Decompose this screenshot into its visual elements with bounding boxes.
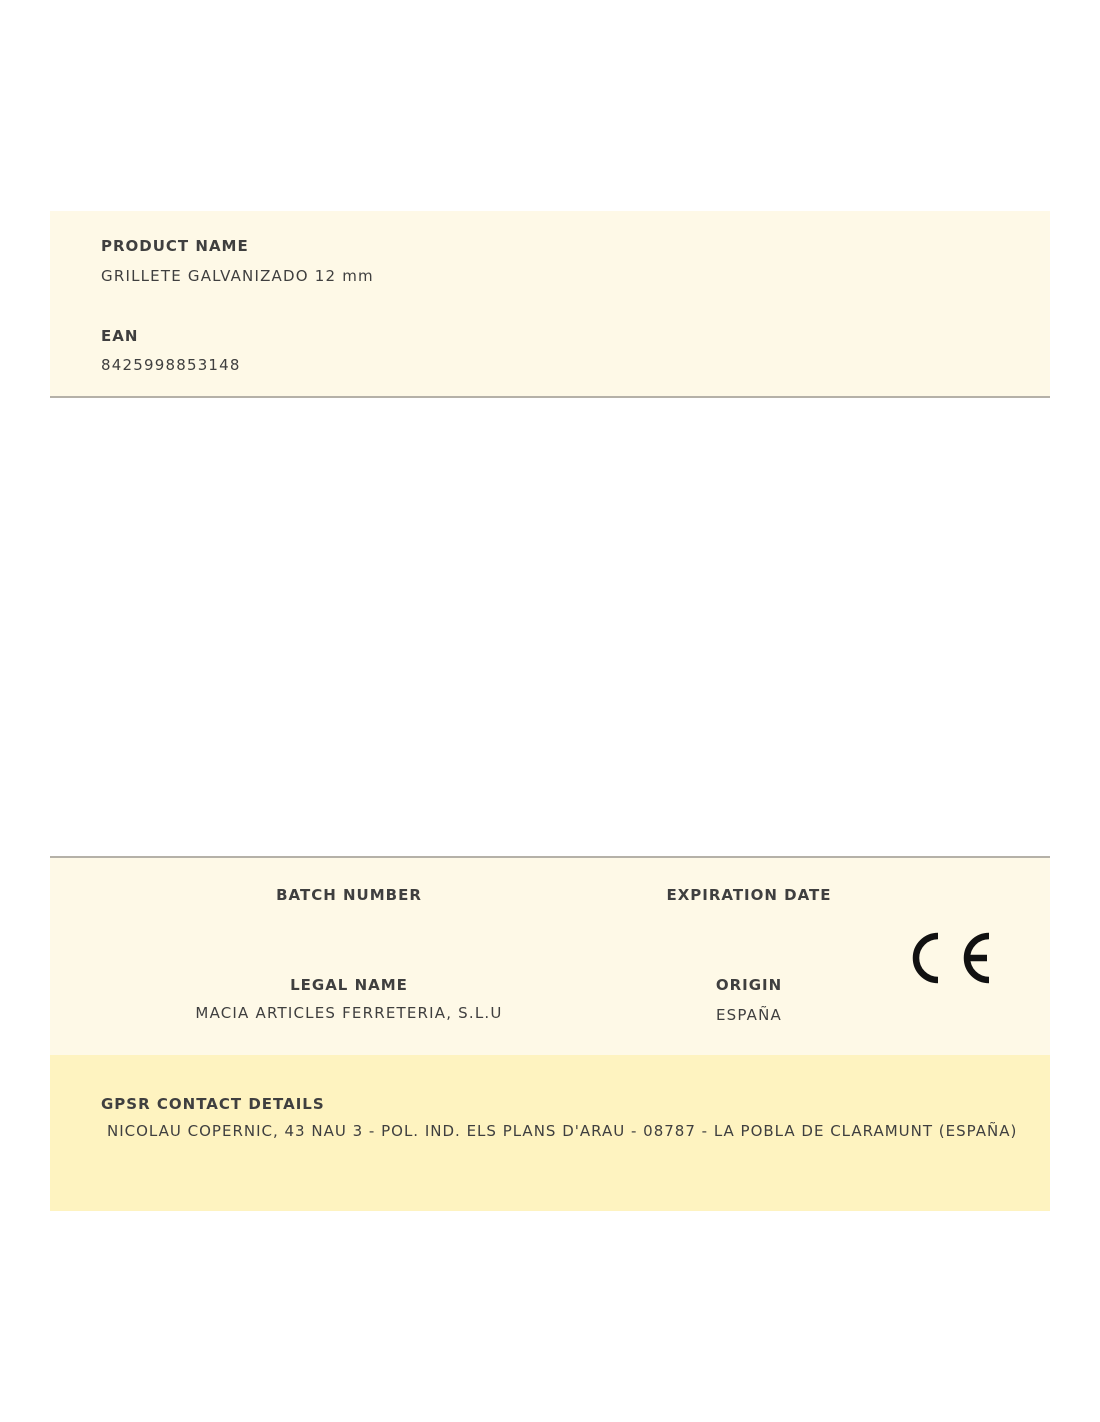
gpsr-contact-value: NICOLAU COPERNIC, 43 NAU 3 - POL. IND. ELS PLANS D'ARAU - 08787 - LA POBLA DE CLARAMUNT (ESPAÑA): [107, 1122, 1018, 1140]
legal-name-label: LEGAL NAME: [290, 976, 408, 994]
gpsr-contact-label: GPSR CONTACT DETAILS: [101, 1095, 325, 1113]
gpsr-panel: [50, 1055, 1050, 1211]
batch-number-label: BATCH NUMBER: [276, 886, 422, 904]
info-panel: [50, 856, 1050, 1057]
ce-mark-icon: [907, 927, 993, 989]
ean-value: 8425998853148: [101, 356, 241, 374]
legal-name-value: MACIA ARTICLES FERRETERIA, S.L.U: [195, 1004, 503, 1022]
product-name-label: PRODUCT NAME: [101, 237, 249, 255]
ean-label: EAN: [101, 327, 139, 345]
product-panel: [50, 211, 1050, 398]
expiration-date-label: EXPIRATION DATE: [666, 886, 832, 904]
product-name-value: GRILLETE GALVANIZADO 12 mm: [101, 267, 374, 285]
origin-value: ESPAÑA: [715, 1006, 783, 1024]
origin-label: ORIGIN: [715, 976, 783, 994]
